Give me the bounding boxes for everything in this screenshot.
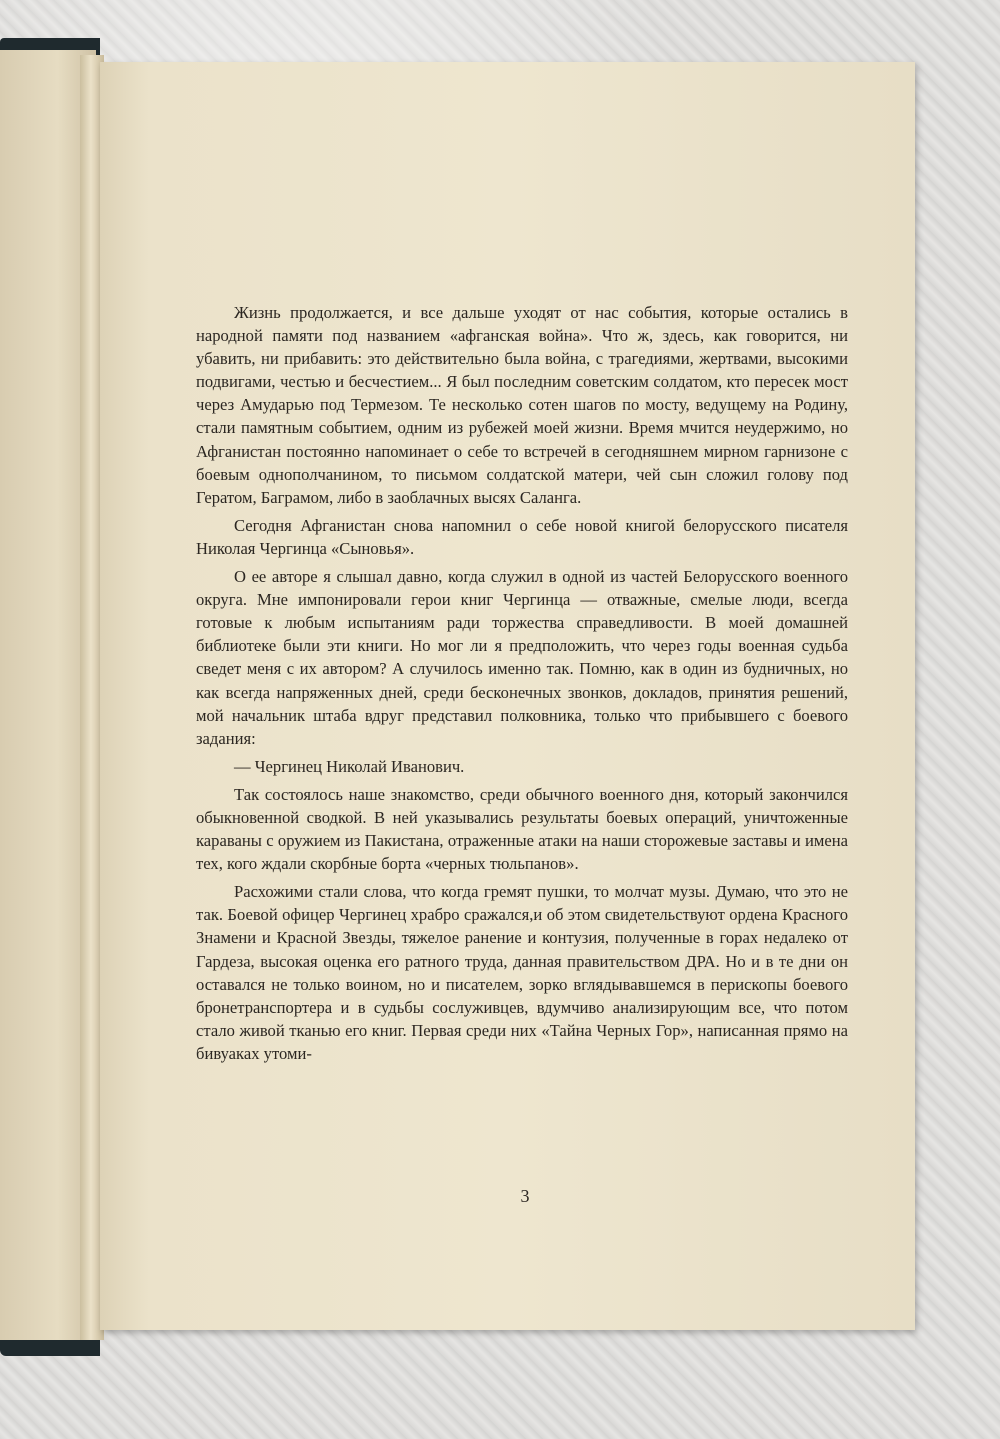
paragraph-5: Так состоялось наше знакомство, среди обычного военного дня, который закончился обыкновенной сводкой. В ней указывались результаты боевых операций, уничтоженные караваны с оружием из Пакистана, отраженные атаки на наши сторожевые заставы и имена тех, кого ждали скорбные борта «черных тюльпанов». — [196, 784, 848, 874]
paragraph-1: Жизнь продолжается, и все дальше уходят от нас события, которые остались в народной памяти под названием «афганская война». Что ж, здесь, как говорится, ни убавить, ни прибавить: это действительно была война, с трагедиями, жертвами, высокими подвигами, честью и бесчестием... Я был последним советским солдатом, кто пересек мост через Амударью под Термезом. Те несколько сотен шагов по мосту, ведущему на Родину, стали памятным событием, одним из рубежей моей жизни. Время мчится неудержимо, но Афганистан постоянно напоминает о себе то встречей в сегодняшнем мирном гарнизоне с боевым однополчанином, то письмом солдатской матери, чей сын сложил голову под Гератом, Баграмом, либо в заоблачных высях Саланга. — [196, 303, 848, 507]
paragraph-6: Расхожими стали слова, что когда гремят пушки, то молчат музы. Думаю, что это не так. Боевой офицер Чергинец храбро сражался,и об этом свидетельствуют ордена Красного Знамени и Красной Звезды, тяжелое ранение и контузия, полученные в горах недалеко от Гардеза, высокая оценка его ратного труда, данная правительством ДРА. Но и в те дни он оставался не только воином, но и писателем, зорко вглядывавшемся в перископы боевого бронетранспортера и в судьбы сослуживцев, вдумчиво анализирующим все, что потом стало живой тканью его книг. Первая среди них «Тайна Черных Гор», написанная прямо на бивуаках утоми- — [196, 882, 848, 1063]
page-number: 3 — [520, 1186, 530, 1206]
page-text — [196, 301, 848, 1065]
paragraph-4: — Чергинец Николай Иванович. — [234, 756, 465, 776]
paragraph-2: Сегодня Афганистан снова напомнил о себе новой книгой белорусского писателя Николая Чергинца «Сыновья». — [196, 515, 848, 558]
paragraph-3: О ее авторе я слышал давно, когда служил в одной из частей Белорусского военного округа. Мне импонировали герои книг Чергинца — отважные, смелые люди, всегда готовые к любым испытаниям ради торжества справедливости. В моей домашней библиотеке были эти книги. Но мог ли я предположить, что через годы военная судьба сведет меня с их автором? А случилось именно так. Помню, как в один из будничных, но как всегда напряженных дней, среди бесконечных звонков, докладов, принятия решений, мой начальник штаба вдруг представил полковника, только что прибывшего с боевого задания: — [196, 567, 848, 748]
